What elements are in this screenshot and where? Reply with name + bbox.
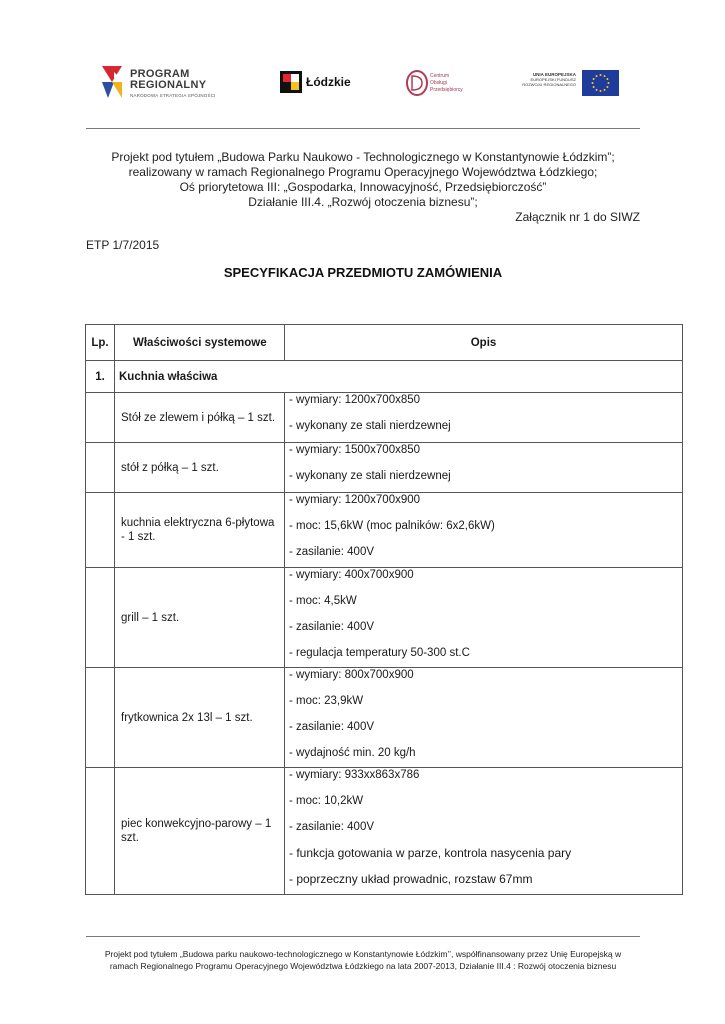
project-header: Projekt pod tytułem „Budowa Parku Naukowo - Technologicznego w Konstantynowie Łódzkim”; realizowany w ramach Regionalnego Programu Operacyjnego Województwa Łódzkiego; Oś priorytetowa III: „Gospodarka, Innowacyjność, Przedsiębiorczość” Działanie III.4. „Rozwój otoczenia biznesu”; bbox=[111, 150, 615, 209]
page-footer: Projekt pod tytułem „Budowa parku naukowo-technologicznego w Konstantynowie Łódzkim’’, współfinansowany przez Unię Europejską w ramach Regionalnego Programu Operacyjnego Województwa Łódzkiego na lata 2007-2013, Działanie III.4 : Rozwój otoczenia biznesu bbox=[104, 949, 622, 971]
attachment-label: Załącznik nr 1 do SIWZ bbox=[515, 210, 640, 224]
item-name: piec konwekcyjno-parowy – 1 szt. bbox=[115, 768, 285, 895]
item-description: - wymiary: 400x700x900 - moc: 4,5kW - zasilanie: 400V - regulacja temperatury 50-300 st.C bbox=[285, 568, 683, 668]
section-number: 1. bbox=[86, 361, 115, 393]
item-name: Stół ze zlewem i półką – 1 szt. bbox=[115, 393, 285, 443]
program-regionalny-logo: PROGRAM REGIONALNY NARODOWA STRATEGIA SPÓJNOŚCI bbox=[96, 58, 236, 106]
table-row bbox=[86, 443, 683, 493]
item-name: frytkownica 2x 13l – 1 szt. bbox=[115, 668, 285, 768]
header-lp: Lp. bbox=[86, 325, 115, 361]
specification-table bbox=[85, 324, 683, 895]
item-name: kuchnia elektryczna 6-płytowa - 1 szt. bbox=[115, 493, 285, 568]
section-row bbox=[86, 361, 683, 393]
table-header-row bbox=[86, 325, 683, 361]
lodzkie-logo: Łódzkie bbox=[280, 71, 360, 95]
section-name: Kuchnia właściwa bbox=[115, 361, 683, 393]
table-row bbox=[86, 393, 683, 443]
table-row bbox=[86, 568, 683, 668]
table-row bbox=[86, 493, 683, 568]
eu-logo: UNIA EUROPEJSKA EUROPEJSKI FUNDUSZ ROZWOJU REGIONALNEGO bbox=[516, 70, 626, 98]
item-description: - wymiary: 800x700x900 - moc: 23,9kW - zasilanie: 400V - wydajność min. 20 kg/h bbox=[285, 668, 683, 768]
centrum-obslugi-logo: Centrum Obsługi Przedsiębiorcy bbox=[406, 70, 476, 100]
item-description: - wymiary: 1200x700x850 - wykonany ze stali nierdzewnej bbox=[285, 393, 683, 443]
reference-number: ETP 1/7/2015 bbox=[86, 238, 160, 252]
header-properties: Właściwości systemowe bbox=[115, 325, 285, 361]
item-description: - wymiary: 933xx863x786 - moc: 10,2kW - zasilanie: 400V - funkcja gotowania w parze, kontrola nasycenia pary - poprzeczny układ prowadnic, rozstaw 67mm bbox=[285, 768, 683, 895]
centrum-mark-icon bbox=[406, 70, 428, 96]
item-name: stół z półką – 1 szt. bbox=[115, 443, 285, 493]
program-regionalny-mark-icon bbox=[100, 64, 124, 100]
header-description: Opis bbox=[285, 325, 683, 361]
item-description: - wymiary: 1500x700x850 - wykonany ze stali nierdzewnej bbox=[285, 443, 683, 493]
item-name: grill – 1 szt. bbox=[115, 568, 285, 668]
eu-flag-icon bbox=[582, 70, 619, 96]
table-row bbox=[86, 668, 683, 768]
header-divider bbox=[86, 128, 640, 129]
document-title: SPECYFIKACJA PRZEDMIOTU ZAMÓWIENIA bbox=[223, 265, 503, 280]
table-row bbox=[86, 768, 683, 895]
lodzkie-mark-icon bbox=[280, 71, 302, 93]
item-description: - wymiary: 1200x700x900 - moc: 15,6kW (moc palników: 6x2,6kW) - zasilanie: 400V bbox=[285, 493, 683, 568]
footer-divider bbox=[86, 936, 640, 937]
logo-bar bbox=[96, 58, 636, 108]
